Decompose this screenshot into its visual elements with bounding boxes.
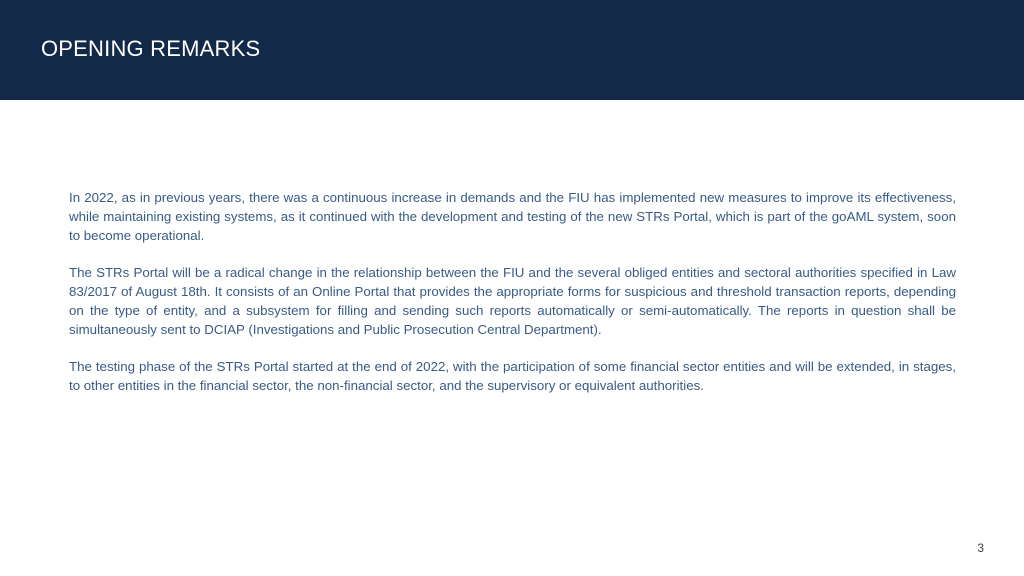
header-banner — [0, 0, 1024, 100]
page-number: 3 — [977, 541, 984, 555]
slide-title: OPENING REMARKS — [41, 36, 261, 61]
paragraph-3: The testing phase of the STRs Portal started at the end of 2022, with the participation of some financial sector entities and will be extended, in stages, to other entities in the financial sector, the non-financial sector, and the supervisory or equivalent authorities. — [69, 359, 956, 393]
paragraph-2: The STRs Portal will be a radical change in the relationship between the FIU and the several obliged entities and sectoral authorities specified in Law 83/2017 of August 18th. It consists of an Online Portal that provides the appropriate forms for suspicious and threshold transaction reports, depending on the type of entity, and a subsystem for filling and sending such reports automatically or semi-automatically. The reports in question shall be simultaneously sent to DCIAP (Investigations and Public Prosecution Central Department). — [69, 265, 956, 337]
paragraph-1: In 2022, as in previous years, there was a continuous increase in demands and the FIU has implemented new measures to improve its effectiveness, while maintaining existing systems, as it continued with the development and testing of the new STRs Portal, which is part of the goAML system, soon to become operational. — [69, 190, 956, 243]
body-content — [69, 188, 956, 413]
